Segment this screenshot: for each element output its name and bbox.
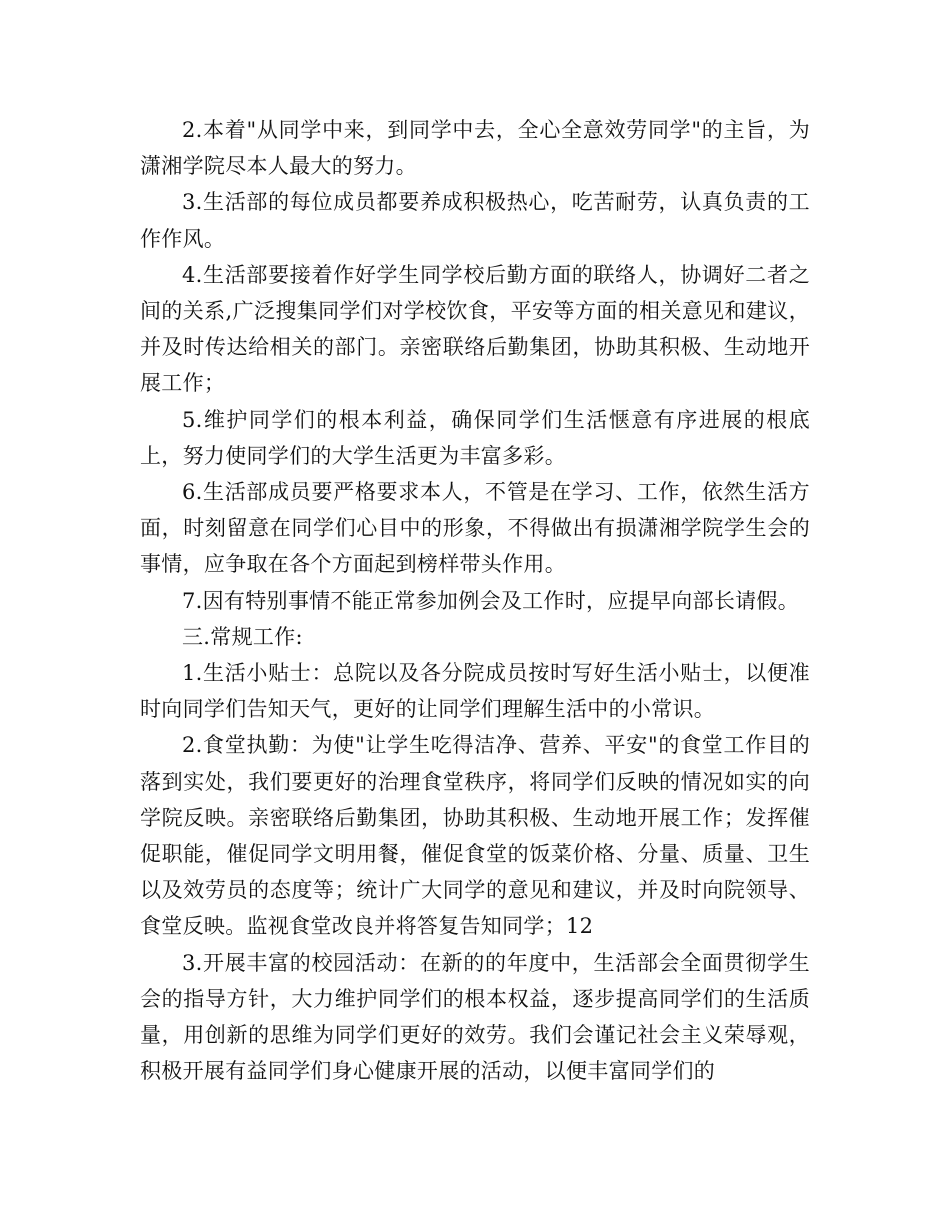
- paragraph-item-2: 2.本着"从同学中来，到同学中去，全心全意效劳同学"的主旨，为潇湘学院尽本人最大的努力。: [140, 118, 810, 179]
- paragraph-item-4: 4.生活部要接着作好学生同学校后勤方面的联络人，协调好二者之间的关系,广泛搜集同学们对学校饮食，平安等方面的相关意见和建议，并及时传达给相关的部门。亲密联络后勤集团，协助其积极、生动地开展工作；: [140, 262, 810, 396]
- routine-item-1: 1.生活小贴士：总院以及各分院成员按时写好生活小贴士，以便准时向同学们告知天气，更好的让同学们理解生活中的小常识。: [140, 661, 810, 722]
- section-heading-routine-work: 三.常规工作:: [182, 624, 303, 649]
- paragraph-item-5: 5.维护同学们的根本利益，确保同学们生活惬意有序进展的根底上，努力使同学们的大学生活更为丰富多彩。: [140, 407, 810, 468]
- paragraph-item-7: 7.因有特别事情不能正常参加例会及工作时，应提早向部长请假。: [182, 588, 800, 613]
- document-body: [140, 112, 810, 1089]
- routine-item-3: 3.开展丰富的校园活动：在新的的年度中，生活部会全面贯彻学生会的指导方针，大力维护同学们的根本权益，逐步提高同学们的生活质量，用创新的思维为同学们更好的效劳。我们会谨记社会主义荣辱观，积极开展有益同学们身心健康开展的活动，以便丰富同学们的: [140, 950, 810, 1084]
- paragraph-item-3: 3.生活部的每位成员都要养成积极热心，吃苦耐劳，认真负责的工作作风。: [140, 190, 810, 251]
- routine-item-2: 2.食堂执勤：为使"让学生吃得洁净、营养、平安"的食堂工作目的落到实处，我们要更好的治理食堂秩序，将同学们反映的情况如实的向学院反映。亲密联络后勤集团，协助其积极、生动地开展工作；发挥催促职能，催促同学文明用餐，催促食堂的饭菜价格、分量、质量、卫生以及效劳员的态度等；统计广大同学的意见和建议，并及时向院领导、食堂反映。监视食堂改良并将答复告知同学；12: [140, 733, 810, 939]
- paragraph-item-6: 6.生活部成员要严格要求本人，不管是在学习、工作，依然生活方面，时刻留意在同学们心目中的形象，不得做出有损潇湘学院学生会的事情，应争取在各个方面起到榜样带头作用。: [140, 480, 810, 577]
